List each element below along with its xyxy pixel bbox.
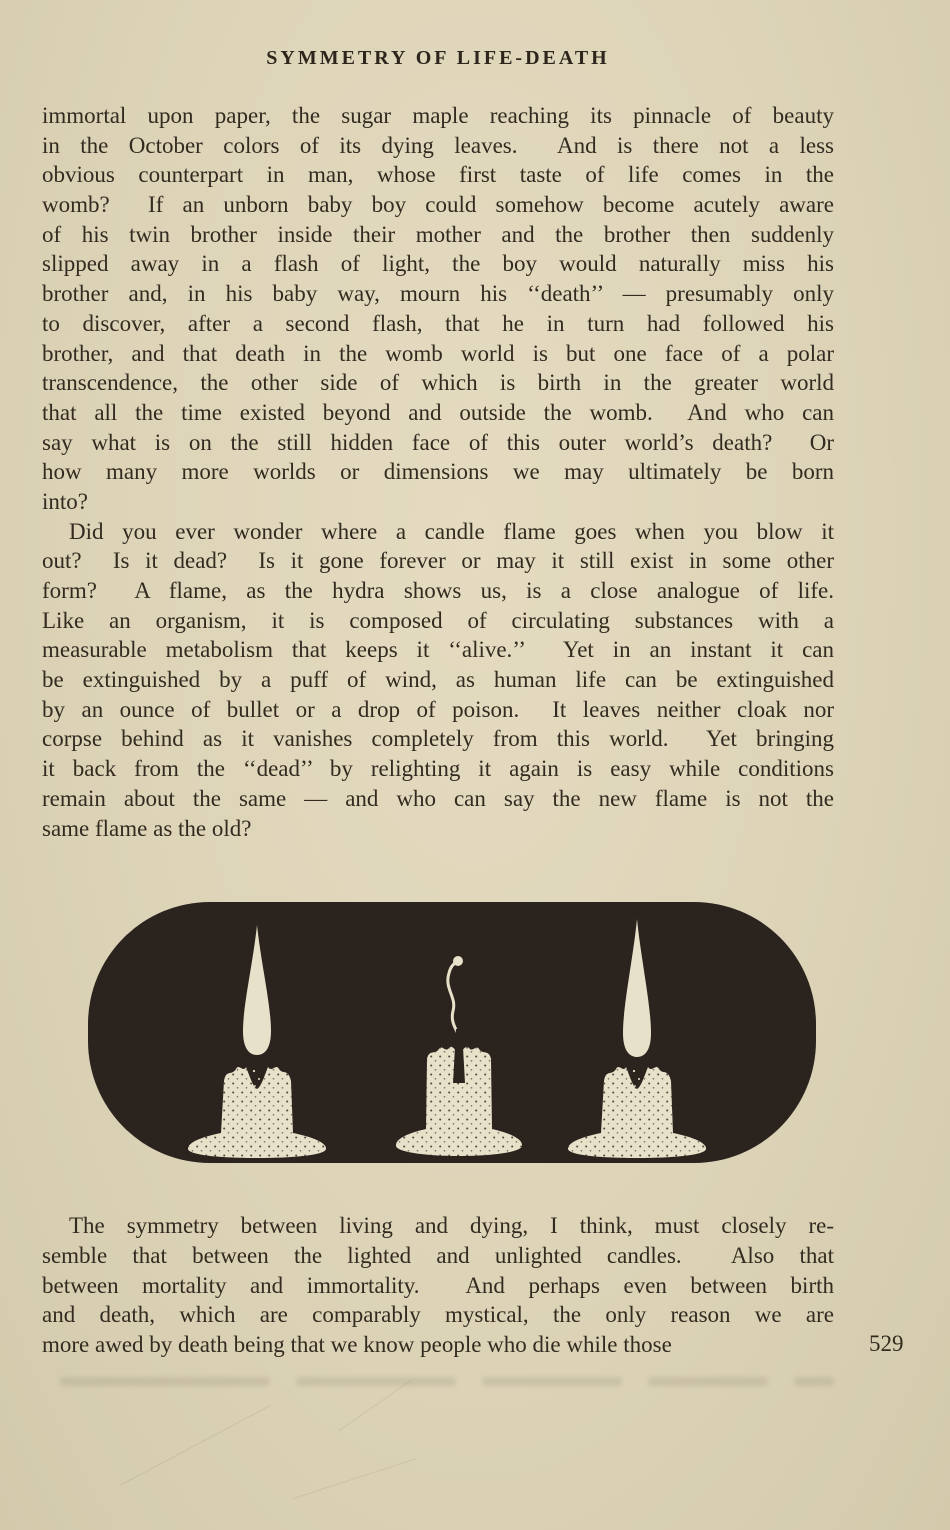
text-line: that all the time existed beyond and outside the womb. And who can (42, 399, 834, 425)
text-line: by an ounce of bullet or a drop of poison. It leaves neither cloak nor (42, 696, 834, 722)
text-line: corpse behind as it vanishes completely from this world. Yet bringing (42, 726, 834, 752)
text-line: same flame as the old? (42, 815, 252, 841)
text-line: remain about the same — and who can say the new flame is not the (42, 785, 834, 811)
text-line: be extinguished by a puff of wind, as human life can be extinguished (42, 667, 834, 693)
reverse-side-bleed-through (60, 1374, 860, 1388)
text-line: more awed by death being that we know people who die while those (42, 1331, 672, 1357)
text-line: how many more worlds or dimensions we may ultimately be born (42, 459, 834, 485)
text-line: say what is on the still hidden face of this outer world’s death? Or (42, 429, 834, 455)
text-line: brother and, in his baby way, mourn his ‘‘death’’ — presumably only (42, 281, 834, 307)
text-line: Like an organism, it is composed of circulating substances with a (42, 607, 834, 633)
text-line: Did you ever wonder where a candle flame goes when you blow it (69, 518, 834, 544)
smoke-puff (453, 956, 463, 966)
text-line: and death, which are comparably mystical, the only reason we are (42, 1302, 834, 1328)
text-line: brother, and that death in the womb world is but one face of a polar (42, 340, 834, 366)
candles-figure (87, 901, 817, 1164)
text-line: semble that between the lighted and unlighted candles. Also that (42, 1242, 834, 1268)
text-line: of his twin brother inside their mother and the brother then suddenly (42, 221, 834, 247)
text-line: out? Is it dead? Is it gone forever or may it still exist in some other (42, 548, 834, 574)
text-line: measurable metabolism that keeps it ‘‘alive.’’ Yet in an instant it can (42, 637, 834, 663)
paragraph-2 (42, 517, 834, 844)
text-line: between mortality and immortality. And perhaps even between birth (42, 1272, 834, 1298)
text-line: into? (42, 488, 88, 514)
text-line: womb? If an unborn baby boy could somehow become acutely aware (42, 192, 834, 218)
text-line: in the October colors of its dying leaves. And is there not a less (42, 132, 834, 158)
text-line: transcendence, the other side of which is birth in the greater world (42, 370, 834, 396)
text-line: The symmetry between living and dying, I think, must closely re- (69, 1213, 834, 1239)
text-line: immortal upon paper, the sugar maple reaching its pinnacle of beauty (42, 103, 834, 128)
text-line: slipped away in a flash of light, the boy would naturally miss his (42, 251, 834, 277)
running-head: SYMMETRY OF LIFE-DEATH (266, 47, 610, 69)
text-line: form? A flame, as the hydra shows us, is a close analogue of life. (42, 578, 834, 603)
paragraph-1 (42, 101, 834, 517)
body-text (42, 101, 834, 1360)
candles-illustration (87, 901, 817, 1164)
text-line: obvious counterpart in man, whose first taste of life comes in the (42, 162, 834, 188)
paragraph-3 (42, 1211, 834, 1359)
page-number: 529 (869, 1331, 904, 1356)
paper-scratch (293, 1458, 417, 1499)
paper-scratch (120, 1405, 271, 1486)
text-line: it back from the ‘‘dead’’ by relighting it again is easy while conditions (42, 756, 834, 782)
text-line: to discover, after a second flash, that he in turn had followed his (42, 310, 834, 336)
